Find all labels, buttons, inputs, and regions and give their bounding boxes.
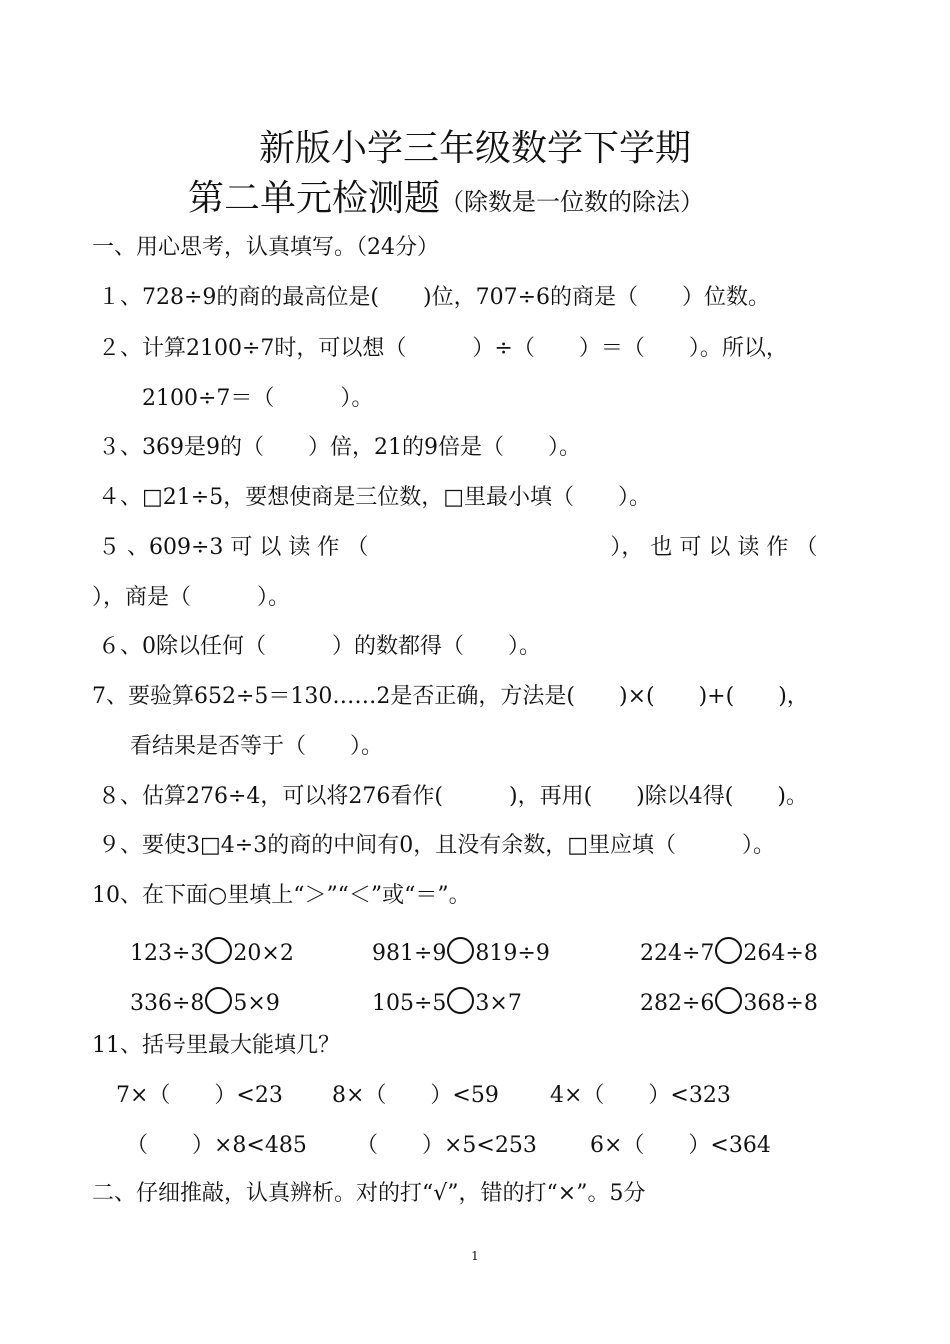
compare-right: 3×7 <box>475 991 522 1016</box>
question-6: ６、0除以任何（ ）的数都得（ ）。 <box>98 634 541 659</box>
fill-item: 4×（ ）<323 <box>550 1083 731 1108</box>
page-number: 1 <box>471 1249 479 1263</box>
compare-circle[interactable] <box>715 937 742 964</box>
question-9: ９、要使3□4÷3的商的中间有0，且没有余数，□里应填（ ）。 <box>98 833 775 858</box>
question-1: １、728÷9的商的最高位是( )位，707÷6的商是（ ）位数。 <box>98 285 771 310</box>
title-line-2 <box>188 178 705 219</box>
fill-item: （ ）×5<253 <box>356 1133 537 1158</box>
compare-item <box>640 987 818 1015</box>
title-line-1: 新版小学三年级数学下学期 <box>258 128 691 169</box>
compare-left: 282÷6 <box>640 991 715 1016</box>
question-2-line2: 2100÷7＝（ ）。 <box>142 386 374 411</box>
compare-left: 981÷9 <box>372 941 447 966</box>
fill-item: 8×（ ）<59 <box>332 1083 499 1108</box>
compare-item <box>372 987 522 1015</box>
fill-item: 6×（ ）<364 <box>590 1133 771 1158</box>
fill-item: （ ）×8<485 <box>126 1133 307 1158</box>
compare-right: 368÷8 <box>743 991 818 1016</box>
question-5-line1: ５ 、609÷3 可 以 读 作 （ ）， 也 可 以 读 作 （ <box>98 535 818 560</box>
compare-right: 20×2 <box>233 941 294 966</box>
compare-item <box>130 987 280 1015</box>
compare-circle[interactable] <box>447 937 474 964</box>
question-2-line1: ２、计算2100÷7时，可以想（ ）÷（ ）＝（ ）。所以， <box>98 336 788 361</box>
question-4: ４、□21÷5，要想使商是三位数，□里最小填（ ）。 <box>98 485 651 510</box>
question-8: ８、估算276÷4，可以将276看作( )，再用( )除以4得( )。 <box>98 784 808 809</box>
compare-circle[interactable] <box>447 987 474 1014</box>
section2-heading: 二、仔细推敲，认真辨析。对的打“√”，错的打“×”。5分 <box>92 1181 646 1206</box>
question-5-line2: ），商是（ ）。 <box>92 585 291 610</box>
compare-right: 819÷9 <box>475 941 550 966</box>
compare-item <box>372 937 550 965</box>
question-7-line1: 7、要验算652÷5＝130……2是否正确，方法是( )×( )+( )， <box>92 684 809 709</box>
compare-left: 105÷5 <box>372 991 447 1016</box>
compare-circle[interactable] <box>205 987 232 1014</box>
compare-item <box>130 937 294 965</box>
compare-left: 336÷8 <box>130 991 205 1016</box>
title-main: 第二单元检测题 <box>188 178 441 219</box>
question-7-line2: 看结果是否等于（ ）。 <box>130 734 384 759</box>
section1-heading: 一、用心思考，认真填写。（24分） <box>92 235 439 260</box>
compare-left: 224÷7 <box>640 941 715 966</box>
title-subtitle: （除数是一位数的除法） <box>440 188 705 216</box>
compare-left: 123÷3 <box>130 941 205 966</box>
question-3: ３、369是9的（ ）倍，21的9倍是（ ）。 <box>98 435 581 460</box>
fill-item: 7×（ ）<23 <box>116 1083 283 1108</box>
compare-circle[interactable] <box>205 937 232 964</box>
question-11: 11、括号里最大能填几？ <box>92 1033 340 1058</box>
compare-circle[interactable] <box>715 987 742 1014</box>
compare-right: 5×9 <box>233 991 280 1016</box>
compare-right: 264÷8 <box>743 941 818 966</box>
compare-item <box>640 937 818 965</box>
question-10: 10、在下面○里填上“＞”“＜”或“＝”。 <box>92 883 471 908</box>
